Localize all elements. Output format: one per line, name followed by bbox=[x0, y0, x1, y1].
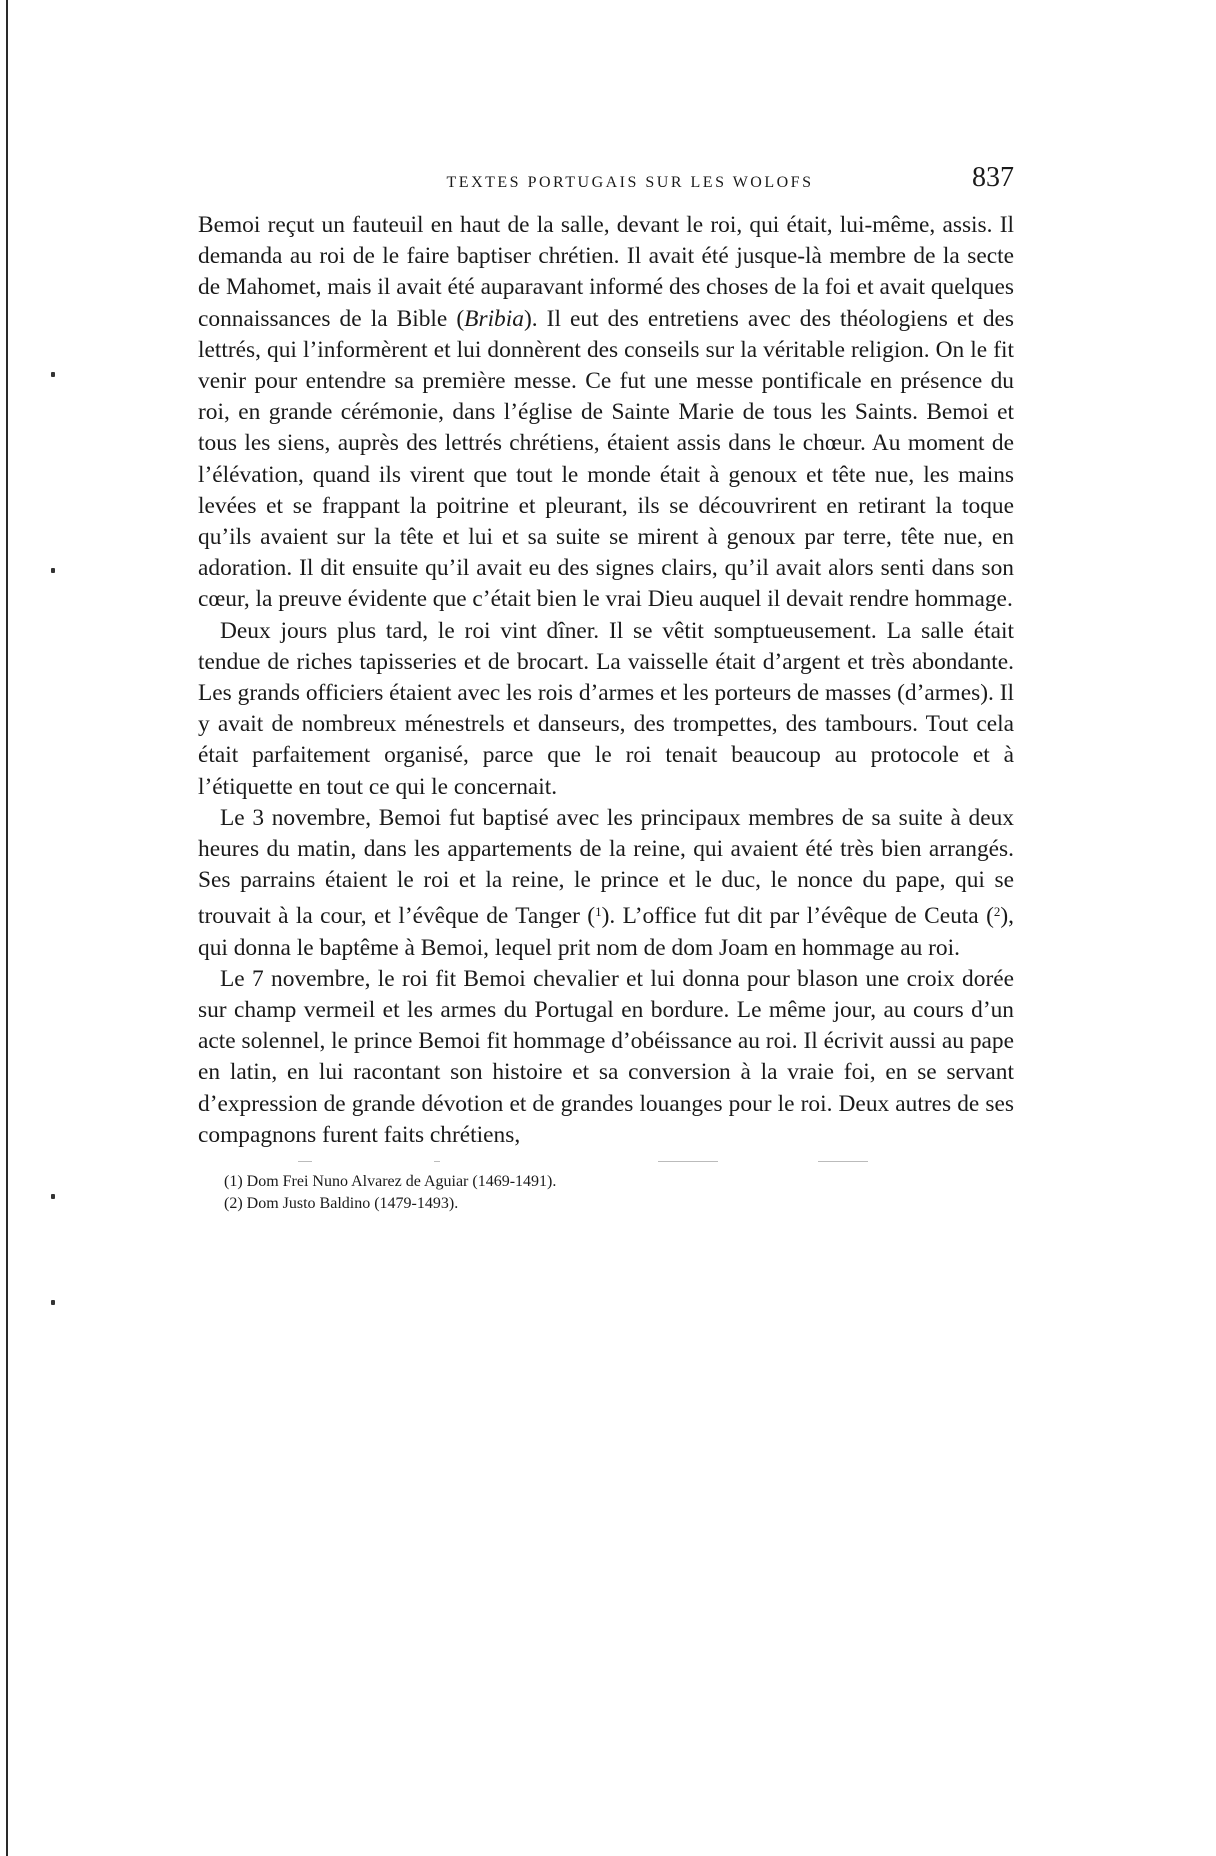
paragraph bbox=[198, 964, 1014, 1151]
italic-term: Bribia bbox=[464, 305, 524, 332]
running-head bbox=[198, 162, 1014, 208]
paragraph bbox=[198, 210, 1014, 616]
footnote-2: (2) Dom Justo Baldino (1479-1493). bbox=[224, 1195, 459, 1213]
rule-mark bbox=[298, 1161, 312, 1162]
paragraph-text: ), qui donna le baptême à Bemoi, lequel prit nom de dom Joam en hommage au roi. bbox=[198, 903, 1014, 961]
paragraph-text: ). Il eut des entretiens avec des théologiens et des lettrés, qui l’informèrent et lui donnèrent des conseils sur la véritable religion. On le fit venir pour entendre sa première messe. Ce fut une messe pontificale en présence du roi, en grande cérémonie, dans l’église de Sainte Marie de tous les Saints. Bemoi et tous les siens, auprès des lettrés chrétiens, étaient assis dans le chœur. Au moment de l’élévation, quand ils virent que tout le monde était à genoux et tête nue, les mains levées et se frappant la poitrine et pleurant, ils se découvrirent en retirant la toque qu’ils avaient sur la tête et lui et sa suite se mirent à genoux par terre, tête nue, en adoration. Il dit ensuite qu’il avait eu des signes clairs, qu’il avait alors senti dans son cœur, la preuve évidente que c’était bien le vrai Dieu auquel il devait rendre hommage. bbox=[198, 305, 1015, 613]
paragraph-text: Le 3 novembre, Bemoi fut baptisé avec les principaux membres de sa suite à deux heures du matin, dans les appartements de la reine, qui avaient été très bien arrangés. Ses parrains étaient le roi et la reine, le prince et le duc, le nonce du pape, qui se trouvait à la cour, et l’évêque de Tanger ( bbox=[198, 804, 1014, 930]
page-edge-line bbox=[6, 0, 8, 1856]
paragraph bbox=[198, 616, 1014, 803]
rule-mark bbox=[818, 1161, 868, 1162]
footnote-1: (1) Dom Frei Nuno Alvarez de Aguiar (1469-1491). bbox=[224, 1173, 557, 1191]
paragraph-text: Deux jours plus tard, le roi vint dîner. Il se vêtit somptueusement. La salle était tendue de riches tapisseries et de brocart. La vaisselle était d’argent et très abondante. Les grands officiers étaient avec les rois d’armes et les porteurs de masses (d’armes). Il y avait de nombreux ménestrels et danseurs, des trompettes, des tambours. Tout cela était parfaitement organisé, parce que le roi tenait beaucoup au protocole et à l’étiquette en tout ce qui le concernait. bbox=[198, 617, 1014, 800]
footnote-rule bbox=[198, 1157, 1014, 1169]
body-text bbox=[198, 210, 1014, 1151]
footnotes bbox=[198, 1171, 1014, 1215]
footnote-ref: 1 bbox=[595, 904, 602, 920]
margin-mark bbox=[51, 1194, 55, 1199]
rule-mark bbox=[434, 1161, 440, 1162]
rule-mark bbox=[658, 1161, 718, 1162]
margin-mark bbox=[51, 372, 55, 377]
paragraph-text: ). L’office fut dit par l’évêque de Ceuta ( bbox=[601, 903, 994, 930]
book-page bbox=[198, 162, 1015, 1215]
paragraph-text: Bemoi reçut un fauteuil en haut de la salle, devant le roi, qui était, lui-même, assis. Il demanda au roi de le faire baptiser chrétien. Il avait été jusque-là membre de la secte de Mahomet, mais il avait été auparavant informé des choses de la foi et avait quelques connaissances de la Bible ( bbox=[198, 212, 1014, 332]
margin-mark bbox=[51, 1300, 55, 1305]
paragraph-text: Le 7 novembre, le roi fit Bemoi chevalier et lui donna pour blason une croix dorée sur champ vermeil et les armes du Portugal en bordure. Le même jour, au cours d’un acte solennel, le prince Bemoi fit hommage d’obéissance au roi. Il écrivit aussi au pape en latin, en lui racontant son histoire et sa conversion à la vraie foi, en se servant d’expression de grande dévotion et de grandes louanges pour le roi. Deux autres de ses compagnons furent faits chrétiens, bbox=[198, 965, 1014, 1148]
margin-mark bbox=[51, 568, 55, 573]
running-title: TEXTES PORTUGAIS SUR LES WOLOFS bbox=[446, 174, 814, 191]
page-number: 837 bbox=[972, 162, 1014, 193]
footnote-ref: 2 bbox=[993, 904, 1001, 920]
paragraph bbox=[198, 803, 1014, 964]
